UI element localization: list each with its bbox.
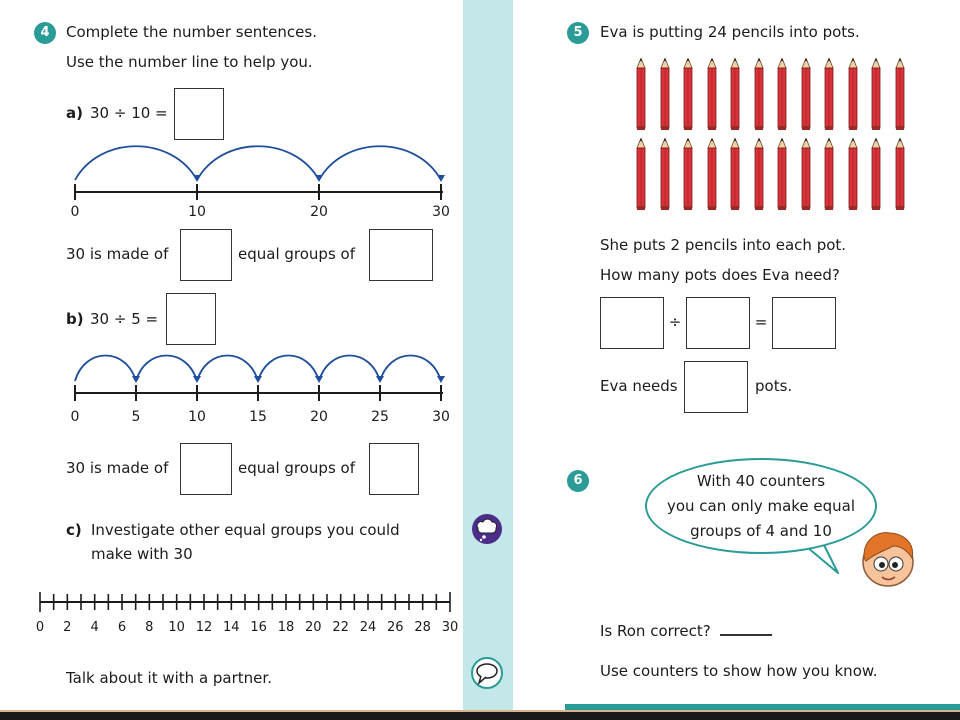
answer-box[interactable] xyxy=(180,443,232,495)
number-line-a xyxy=(60,135,460,210)
tick-label: 12 xyxy=(195,620,213,635)
part-b-expression: 30 ÷ 5 = xyxy=(90,310,159,328)
part-c-text: make with 30 xyxy=(91,545,193,563)
tick-label: 24 xyxy=(359,620,377,635)
q5-line2: How many pots does Eva need? xyxy=(600,266,840,284)
equals-sign: = xyxy=(754,313,768,331)
q6-instruction: Use counters to show how you know. xyxy=(600,662,878,680)
answer-box[interactable] xyxy=(180,229,232,281)
thinking-cloud-icon xyxy=(470,511,504,545)
part-a-expression: 30 ÷ 10 = xyxy=(90,104,168,122)
answer-box[interactable] xyxy=(772,297,836,349)
tick-label: 10 xyxy=(188,204,206,220)
tick-label: 15 xyxy=(249,409,267,425)
sentence-start: 30 is made of xyxy=(66,245,169,263)
bottom-edge xyxy=(0,712,960,720)
boy-face-icon xyxy=(857,528,919,590)
tick-label: 20 xyxy=(310,204,328,220)
tick-label: 8 xyxy=(145,620,154,635)
tick-label: 20 xyxy=(305,620,322,635)
tick-label: 0 xyxy=(35,620,45,635)
question-number-badge: 5 xyxy=(567,22,589,44)
answer-box[interactable] xyxy=(600,297,664,349)
pencil-icon xyxy=(799,138,813,212)
pencil-icon xyxy=(822,138,836,212)
answer-box[interactable] xyxy=(369,229,433,281)
sentence-start: 30 is made of xyxy=(66,459,169,477)
pencil-icon xyxy=(658,138,672,212)
answer-box[interactable] xyxy=(686,297,750,349)
answer-box[interactable] xyxy=(174,88,224,140)
tick-label: 20 xyxy=(310,409,328,425)
tick-label: 25 xyxy=(371,409,389,425)
pencil-icon xyxy=(846,138,860,212)
q4-hint: Use the number line to help you. xyxy=(66,53,313,71)
pencil-icon xyxy=(752,58,766,132)
q5-line1: She puts 2 pencils into each pot. xyxy=(600,236,847,254)
tick-label: 28 xyxy=(414,620,431,635)
tick-label: 30 xyxy=(432,204,450,220)
tick-label: 0 xyxy=(70,204,80,220)
tick-label: 10 xyxy=(168,620,185,635)
number-line-c xyxy=(30,588,460,616)
pencil-icon xyxy=(728,138,742,212)
tick-label: 4 xyxy=(90,620,99,635)
page-gutter xyxy=(463,0,513,710)
question-number-badge: 4 xyxy=(34,22,56,44)
answer-box[interactable] xyxy=(369,443,419,495)
q4-instruction: Complete the number sentences. xyxy=(66,23,317,41)
answer-box[interactable] xyxy=(684,361,748,413)
pencil-icon xyxy=(681,58,695,132)
sentence-mid: equal groups of xyxy=(238,459,355,477)
tick-label: 26 xyxy=(387,620,404,635)
pencil-icon xyxy=(705,138,719,212)
pencil-icon xyxy=(869,138,883,212)
divide-sign: ÷ xyxy=(668,313,682,331)
pencil-icon xyxy=(822,58,836,132)
part-a-label: a) xyxy=(66,104,83,122)
part-b-label: b) xyxy=(66,310,84,328)
sentence-mid: equal groups of xyxy=(238,245,355,263)
pencil-grid xyxy=(634,58,924,214)
tick-label: 5 xyxy=(131,409,141,425)
pencil-icon xyxy=(846,58,860,132)
part-c-text: Investigate other equal groups you could xyxy=(91,521,400,539)
answer-line[interactable] xyxy=(720,634,772,636)
tick-label: 22 xyxy=(332,620,349,635)
pencil-icon xyxy=(752,138,766,212)
tick-label: 30 xyxy=(441,620,459,635)
tick-label: 14 xyxy=(223,620,240,635)
speech-line: With 40 counters xyxy=(696,472,826,490)
q6-question: Is Ron correct? xyxy=(600,622,711,640)
tick-label: 18 xyxy=(277,620,295,635)
tick-label: 2 xyxy=(63,620,72,635)
pencil-icon xyxy=(893,58,907,132)
pencil-icon xyxy=(634,58,648,132)
question-number-badge: 6 xyxy=(567,470,589,492)
tick-label: 0 xyxy=(70,409,80,425)
pencil-icon xyxy=(658,58,672,132)
pencil-icon xyxy=(728,58,742,132)
pencil-icon xyxy=(869,58,883,132)
tick-label: 30 xyxy=(432,409,450,425)
tick-label: 6 xyxy=(117,620,127,635)
pencil-icon xyxy=(634,138,648,212)
speech-line: groups of 4 and 10 xyxy=(690,522,832,540)
answer-box[interactable] xyxy=(166,293,216,345)
pencil-icon xyxy=(775,58,789,132)
number-line-b xyxy=(60,345,460,410)
discussion-prompt: Talk about it with a partner. xyxy=(66,669,272,687)
pencil-icon xyxy=(705,58,719,132)
pencil-icon xyxy=(799,58,813,132)
speech-line: you can only make equal xyxy=(666,497,856,515)
speech-bubble-icon xyxy=(470,656,504,690)
q5-needs-end: pots. xyxy=(755,377,793,395)
part-c-label: c) xyxy=(66,521,82,539)
q5-text: Eva is putting 24 pencils into pots. xyxy=(600,23,860,41)
tick-label: 10 xyxy=(188,409,206,425)
pencil-icon xyxy=(681,138,695,212)
tick-label: 16 xyxy=(250,620,267,635)
q5-needs-start: Eva needs xyxy=(600,377,678,395)
pencil-icon xyxy=(893,138,907,212)
pencil-icon xyxy=(775,138,789,212)
